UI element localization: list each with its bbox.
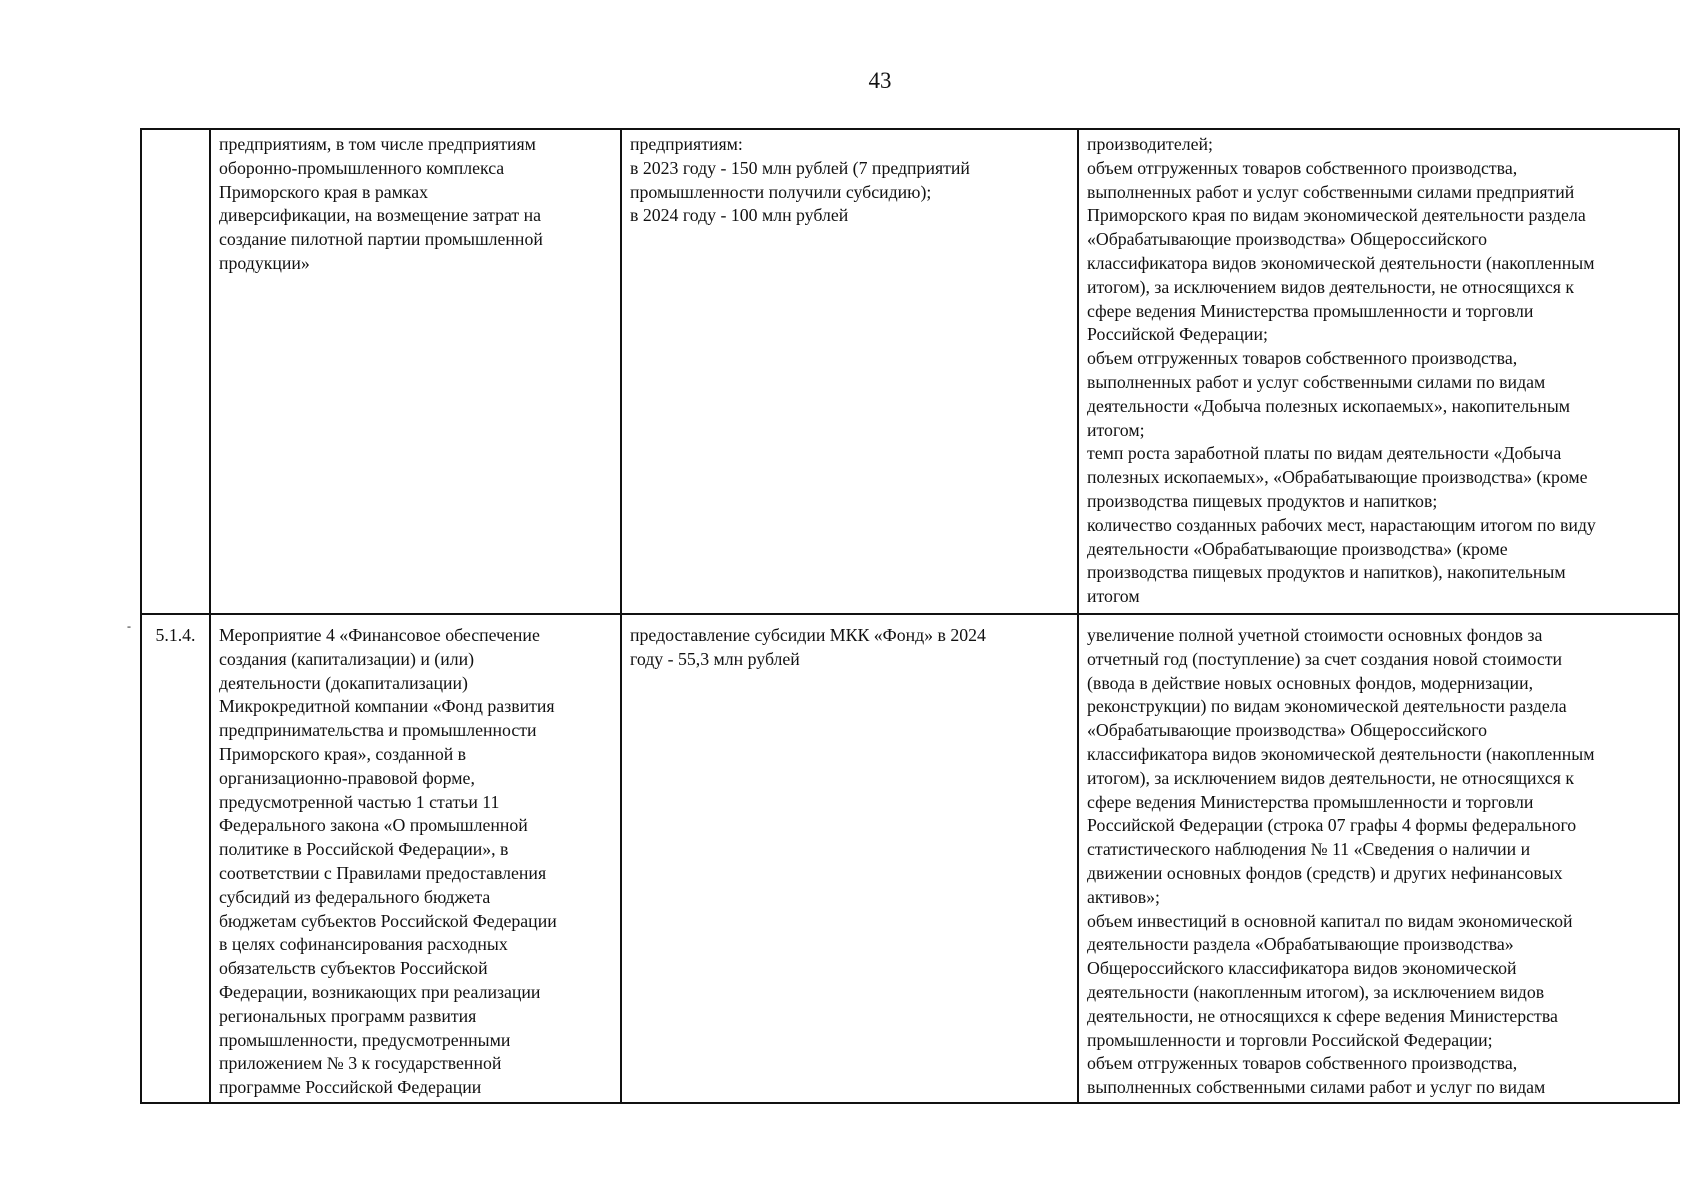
text-line: объем инвестиций в основной капитал по видам экономической (1087, 910, 1573, 931)
text-line: (ввода в действие новых основных фондов, модернизации, (1087, 672, 1534, 693)
text-line: производства пищевых продуктов и напитков), накопительным (1087, 562, 1566, 583)
text-line: движении основных фондов (средств) и других нефинансовых (1087, 862, 1563, 883)
text-line: промышленности и торговли Российской Федерации; (1087, 1029, 1493, 1050)
text-line: производства пищевых продуктов и напитков; (1087, 490, 1438, 511)
measure-number-cell: 5.1.4. (141, 614, 210, 1103)
text-line: итогом; (1087, 419, 1145, 440)
text-line: предоставление субсидии МКК «Фонд» в 2024 (630, 625, 986, 645)
text-line: итогом), за исключением видов деятельности, не относящихся к (1087, 767, 1575, 788)
text-line: политике в Российской Федерации», в (219, 839, 509, 860)
margin-mark: - (127, 619, 131, 633)
text-line: деятельности «Добыча полезных ископаемых», накопительным (1087, 395, 1571, 416)
text-line: деятельности раздела «Обрабатывающие производства» (1087, 934, 1514, 955)
measure-name-cell (210, 614, 621, 1103)
text-line: классификатора видов экономической деятельности (накопленным (1087, 743, 1595, 764)
text-line: деятельности «Обрабатывающие производства» (кроме (1087, 538, 1508, 559)
text-line: в 2023 году - 150 млн рублей (7 предприятий (630, 157, 970, 178)
text-line: субсидий из федерального бюджета (219, 886, 491, 907)
text-line: деятельности (накопленным итогом), за исключением видов (1087, 981, 1545, 1002)
text-line: Российской Федерации (строка 07 графы 4 формы федерального (1087, 815, 1577, 836)
text-line: Приморского края», созданной в (219, 743, 467, 764)
text-line: предприятиям: (630, 134, 743, 154)
text-line: производителей; (1087, 134, 1213, 154)
text-line: количество созданных рабочих мест, нарастающим итогом по виду (1087, 514, 1596, 535)
text-line: промышленности, предусмотренными (219, 1029, 511, 1050)
text-line: Микрокредитной компании «Фонд развития (219, 696, 555, 717)
measure-funding-cell (621, 614, 1078, 1103)
text-line: полезных ископаемых», «Обрабатывающие производства» (кроме (1087, 467, 1588, 488)
text-line: создания (капитализации) и (или) (219, 648, 475, 669)
text-line: году - 55,3 млн рублей (630, 648, 800, 669)
text-line: промышленности получили субсидию); (630, 181, 932, 202)
measure-number-cell (141, 129, 210, 614)
text-line: соответствии с Правилами предоставления (219, 862, 547, 883)
text-line: объем отгруженных товаров собственного производства, (1087, 348, 1518, 369)
measure-results-cell (1078, 129, 1679, 614)
text-line: в 2024 году - 100 млн рублей (630, 205, 849, 226)
text-line: активов»; (1087, 886, 1160, 907)
text-line: объем отгруженных товаров собственного производства, (1087, 1053, 1518, 1074)
text-line: объем отгруженных товаров собственного производства, (1087, 157, 1518, 178)
text-line: предпринимательства и промышленности (219, 720, 537, 741)
text-line: выполненных работ и услуг собственными силами предприятий (1087, 181, 1575, 202)
text-line: «Обрабатывающие производства» Общероссийского (1087, 720, 1487, 741)
text-line: в целях софинансирования расходных (219, 934, 508, 955)
text-line: организационно-правовой форме, (219, 767, 475, 788)
text-line: оборонно-промышленного комплекса (219, 157, 505, 178)
text-line: сфере ведения Министерства промышленности и торговли (1087, 791, 1534, 812)
text-line: выполненных работ и услуг собственными силами по видам (1087, 371, 1546, 392)
measure-results-cell (1078, 614, 1679, 1103)
text-line: итогом (1087, 586, 1140, 607)
text-line: программе Российской Федерации (219, 1077, 482, 1098)
text-line: Приморского края по видам экономической деятельности раздела (1087, 205, 1586, 226)
text-line: классификатора видов экономической деятельности (накопленным (1087, 252, 1595, 273)
measure-name-cell (210, 129, 621, 614)
text-line: увеличение полной учетной стоимости основных фондов за (1087, 625, 1543, 645)
text-line: региональных программ развития (219, 1005, 477, 1026)
text-line: предусмотренной частью 1 статьи 11 (219, 791, 500, 812)
text-line: деятельности, не относящихся к сфере ведения Министерства (1087, 1005, 1558, 1026)
text-line: статистического наблюдения № 11 «Сведения о наличии и (1087, 839, 1531, 860)
text-line: диверсификации, на возмещение затрат на (219, 205, 542, 226)
text-line: реконструкции) по видам экономической деятельности раздела (1087, 696, 1567, 717)
page-number: 43 (868, 68, 892, 93)
text-line: продукции» (219, 252, 310, 273)
program-measures-table (140, 128, 1680, 1104)
text-line: итогом), за исключением видов деятельности, не относящихся к (1087, 276, 1575, 297)
text-line: темп роста заработной платы по видам деятельности «Добыча (1087, 443, 1562, 464)
text-line: Российской Федерации; (1087, 324, 1268, 345)
text-line: Мероприятие 4 «Финансовое обеспечение (219, 625, 540, 645)
text-line: «Обрабатывающие производства» Общероссийского (1087, 229, 1487, 250)
text-line: отчетный год (поступление) за счет создания новой стоимости (1087, 648, 1562, 669)
text-line: бюджетам субъектов Российской Федерации (219, 910, 557, 931)
measure-funding-cell (621, 129, 1078, 614)
text-line: Общероссийского классификатора видов экономической (1087, 958, 1517, 979)
table-row (141, 129, 1679, 614)
text-line: сфере ведения Министерства промышленности и торговли (1087, 300, 1534, 321)
text-line: выполненных собственными силами работ и услуг по видам (1087, 1077, 1546, 1098)
table-row (141, 614, 1679, 1103)
text-line: деятельности (докапитализации) (219, 672, 468, 693)
text-line: создание пилотной партии промышленной (219, 229, 543, 250)
text-line: обязательств субъектов Российской (219, 958, 488, 979)
text-line: Федерации, возникающих при реализации (219, 981, 541, 1002)
text-line: приложением № 3 к государственной (219, 1053, 502, 1074)
text-line: Приморского края в рамках (219, 181, 429, 202)
text-line: предприятиям, в том числе предприятиям (219, 134, 536, 154)
text-line: Федерального закона «О промышленной (219, 815, 528, 836)
